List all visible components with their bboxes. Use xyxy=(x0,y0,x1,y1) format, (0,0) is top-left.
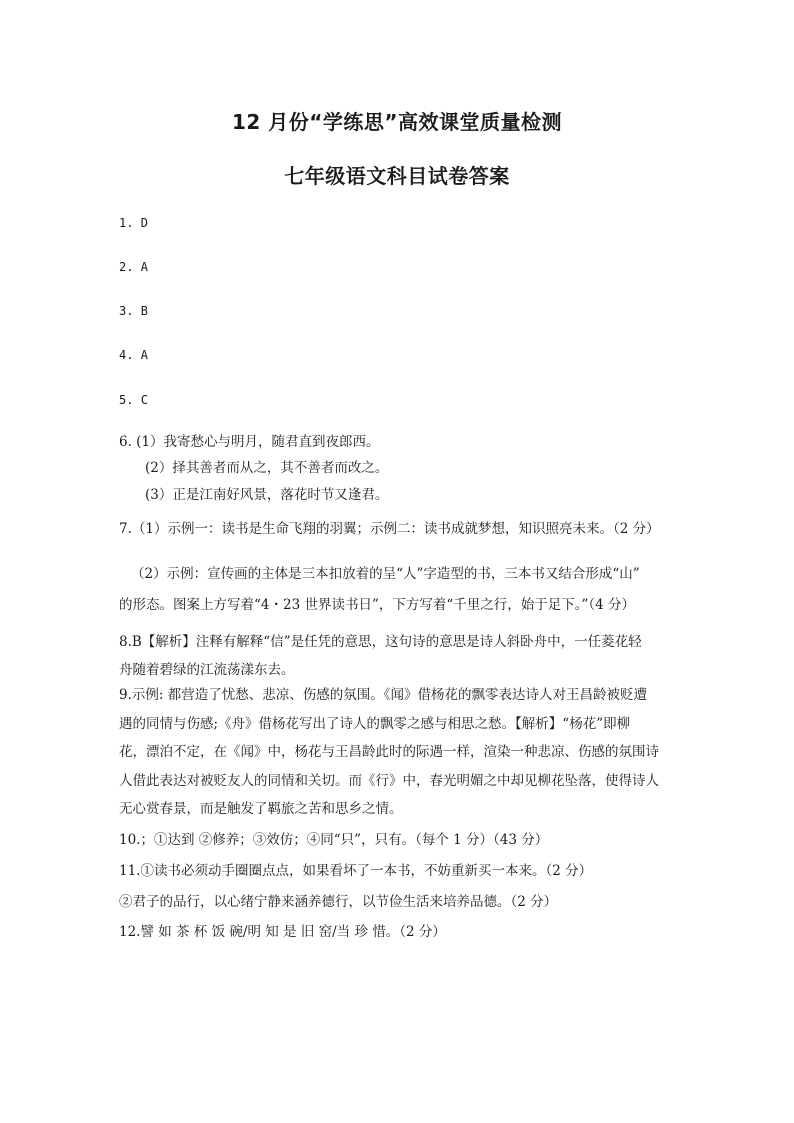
answer-9-line-2: 遇的同情与伤感;《舟》借杨花写出了诗人的飘零之感与相思之愁。【解析】“杨花”即柳 xyxy=(119,716,631,732)
answer-value: B xyxy=(140,304,148,318)
question-number: 3. xyxy=(119,304,134,318)
answer-6-line-1: 6. (1）我寄愁心与明月，随君直到夜郎西。 xyxy=(119,434,380,450)
answer-value: A xyxy=(140,348,148,362)
answer-6-line-3: (3）正是江南好风景，落花时节又逢君。 xyxy=(145,487,389,503)
answer-7-line-2: （2）示例：宣传画的主体是三本扣放着的呈“人”字造型的书，三本书又结合形成“山” xyxy=(131,566,640,582)
answer-8-line-1: 8.B【解析】注释有解释“信”是任凭的意思，这句诗的意思是诗人斜卧舟中，一任菱花轻 xyxy=(119,634,642,650)
answer-6-line-2: (2）择其善者而从之，其不善者而改之。 xyxy=(145,460,389,476)
answer-7-line-3: 的形态。图案上方写着“4・23 世界读书日”，下方写着“千里之行，始于足下。”（4 分） xyxy=(119,597,636,613)
answer-9-line-3: 花，漂泊不定，在《闻》中，杨花与王昌龄此时的际遇一样，渲染一种悲凉、伤感的氛围诗 xyxy=(119,744,659,760)
question-number: 2. xyxy=(119,260,134,274)
answer-11-line-2: ②君子的品行，以心绪宁静来涵养德行，以节俭生活来培养品德。（2 分） xyxy=(119,894,558,910)
answer-12: 12.譬 如 茶 杯 饭 碗/明 知 是 旧 窑/当 珍 惜。（2 分） xyxy=(119,924,446,940)
page-title: 12 月份“学练思”高效课堂质量检测 xyxy=(231,110,563,134)
question-number: 4. xyxy=(119,348,134,362)
answer-10: 10.；①达到 ②修养；③效仿；④同“只”，只有。（每个 1 分）（43 分） xyxy=(119,832,549,848)
answer-2 xyxy=(119,260,148,274)
answer-8-line-2: 舟随着碧绿的江流荡漾东去。 xyxy=(119,662,295,678)
answer-9-line-5: 无心赏春景，而是触发了羁旅之苦和思乡之情。 xyxy=(119,801,403,817)
answer-11-line-1: 11.①读书必须动手圈圈点点，如果看坏了一本书，不妨重新买一本来。（2 分） xyxy=(119,863,593,879)
answer-4 xyxy=(119,348,148,362)
answer-1 xyxy=(119,216,148,230)
answer-7-line-1: 7.（1）示例一：读书是生命飞翔的羽翼；示例二：读书成就梦想，知识照亮未来。（2 分） xyxy=(119,521,660,537)
page-subtitle: 七年级语文科目试卷答案 xyxy=(284,164,510,188)
answer-value: A xyxy=(140,260,148,274)
answer-5 xyxy=(119,393,148,407)
answer-3 xyxy=(119,304,148,318)
answer-value: C xyxy=(140,393,148,407)
question-number: 1. xyxy=(119,216,134,230)
answer-9-line-4: 人借此表达对被贬友人的同情和关切。而《行》中，春光明媚之中却见柳花坠落，使得诗人 xyxy=(119,773,659,789)
answer-9-line-1: 9.示例: 都营造了忧愁、悲凉、伤感的氛围。《闻》借杨花的飘零表达诗人对王昌龄被贬遭 xyxy=(119,687,647,703)
answer-value: D xyxy=(140,216,148,230)
question-number: 5. xyxy=(119,393,134,407)
